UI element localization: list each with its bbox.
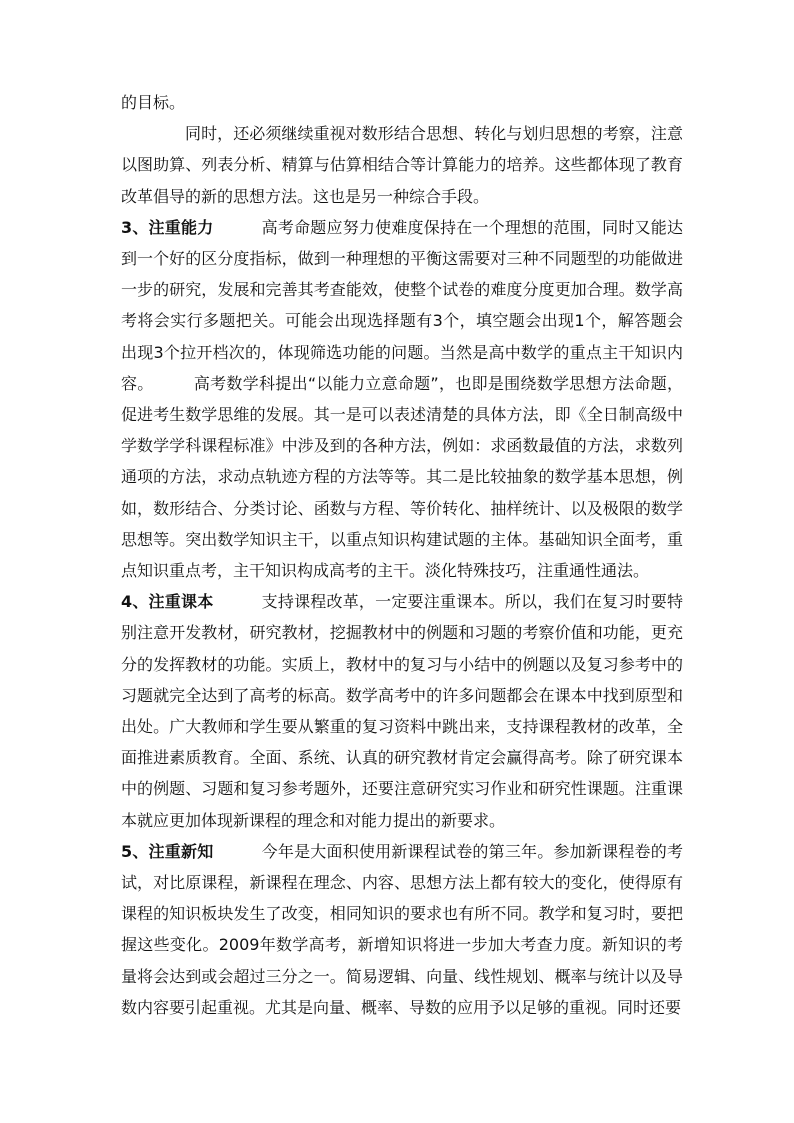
paragraph-continuation: [121, 87, 683, 118]
paragraph-methods: [121, 118, 683, 212]
section-4: [121, 586, 683, 836]
section-text: 高考命题应努力使难度保持在一个理想的范围，同时又能达到一个好的区分度指标，做到一种理想的平衡这需要对三种不同题型的功能做进一步的研究，发展和完善其考查能效，使整个试卷的难度分度更加合理。数学高考将会实行多题把关。可能会出现选择题有3个，填空题会出现1个，解答题会出现3个拉开档次的，体现筛选功能的问题。当然是高中数学的重点主干知识内容。: [121, 217, 683, 393]
section-3: [121, 212, 683, 586]
section-text: 高考数学科提出“以能力立意命题”，也即是围绕数学思想方法命题，促进考生数学思维的发展。其一是可以表述清楚的具体方法，即《全日制高级中学数学学科课程标准》中涉及到的各种方法，例如：求函数最值的方法，求数列通项的方法，求动点轨迹方程的方法等等。其二是比较抽象的数学基本思想，例如，数形结合、分类讨论、函数与方程、等价转化、抽样统计、以及极限的数学思想等。突出数学知识主干，以重点知识构建试题的主体。基础知识全面考，重点知识重点考，主干知识构成高考的主干。淡化特殊技巧，注重通性通法。: [121, 373, 683, 581]
section-text: 今年是大面积使用新课程试卷的第三年。参加新课程卷的考试，对比原课程，新课程在理念、内容、思想方法上都有较大的变化，使得原有课程的知识板块发生了改变，相同知识的要求也有所不同。教学和复习时，要把握这些变化。2009年数学高考，新增知识将进一步加大考查力度。新知识的考量将会达到或会超过三分之一。简易逻辑、向量、线性规划、概率与统计以及导数内容要引起重视。尤其是向量、概率、导数的应用予以足够的重视。同时还要: [121, 841, 683, 1017]
section-heading: 5、注重新知: [121, 841, 214, 861]
paragraph-text: 同时，还必须继续重视对数形结合思想、转化与划归思想的考察，注意以图助算、列表分析、精算与估算相结合等计算能力的培养。这些都体现了教育改革倡导的新的思想方法。这也是另一种综合手段。: [121, 124, 683, 206]
paragraph-text: 的目标。: [121, 93, 186, 112]
section-5: [121, 836, 683, 1023]
section-heading: 3、注重能力: [121, 217, 214, 237]
document-body: [121, 87, 683, 1023]
section-text: 支持课程改革，一定要注重课本。所以，我们在复习时要特别注意开发教材，研究教材，挖掘教材中的例题和习题的考察价值和功能，更充分的发挥教材的功能。实质上，教材中的复习与小结中的例题以及复习参考中的习题就完全达到了高考的标高。数学高考中的许多问题都会在课本中找到原型和出处。广大教师和学生要从繁重的复习资料中跳出来，支持课程教材的改革，全面推进素质教育。全面、系统、认真的研究教材肯定会赢得高考。除了研究课本中的例题、习题和复习参考题外，还要注意研究实习作业和研究性课题。注重课本就应更加体现新课程的理念和对能力提出的新要求。: [121, 592, 683, 830]
section-heading: 4、注重课本: [121, 592, 214, 612]
